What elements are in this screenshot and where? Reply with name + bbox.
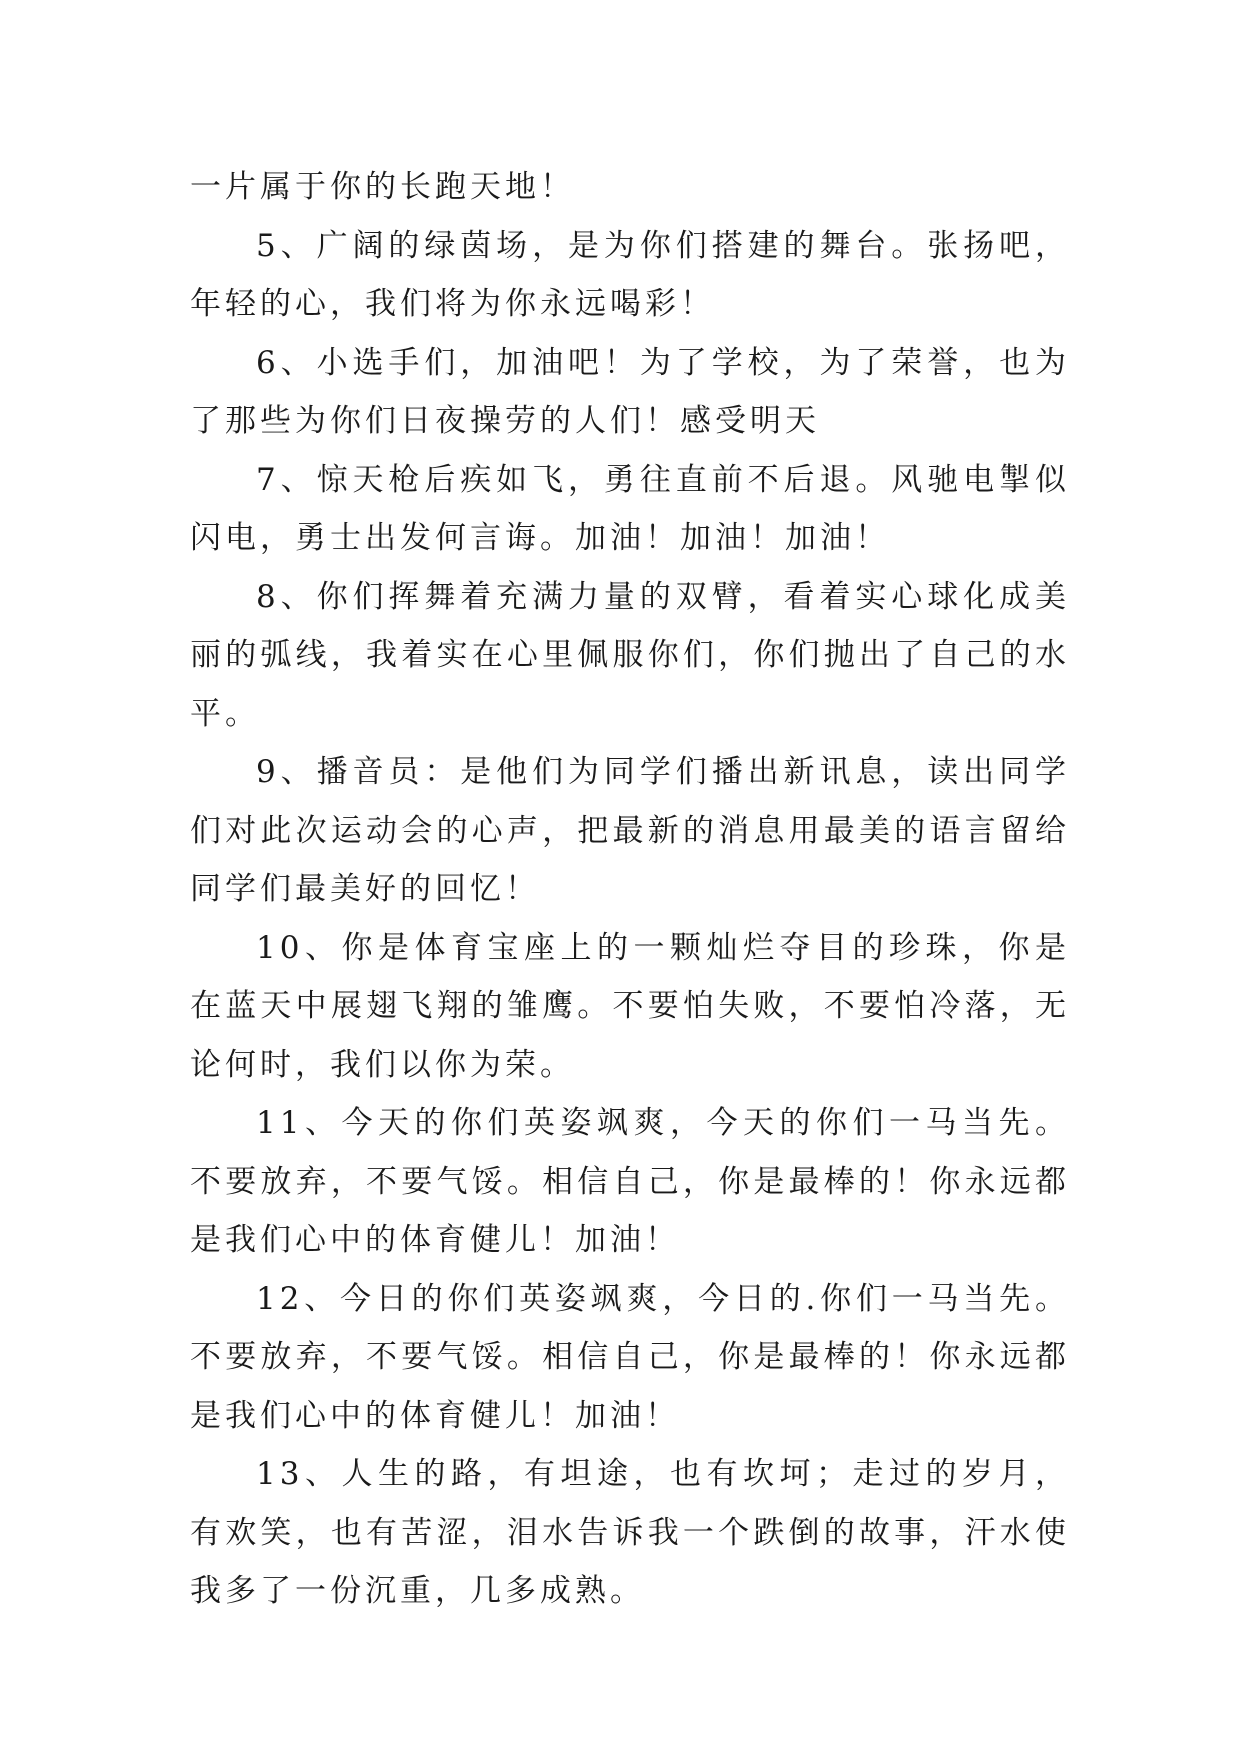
paragraph-item-13: 13、人生的路，有坦途，也有坎坷；走过的岁月，有欢笑，也有苦涩，泪水告诉我一个跌倒的故事，汗水使我多了一份沉重，几多成熟。	[190, 1456, 1070, 1609]
paragraph-item-6: 6、小选手们，加油吧！为了学校，为了荣誉，也为了那些为你们日夜操劳的人们！感受明天	[190, 344, 1070, 439]
paragraph-continuation: 一片属于你的长跑天地！	[190, 169, 575, 205]
paragraph-item-11: 11、今天的你们英姿飒爽，今天的你们一马当先。不要放弃，不要气馁。相信自己，你是最棒的！你永远都是我们心中的体育健儿！加油！	[190, 1105, 1070, 1258]
paragraph-item-7: 7、惊天枪后疾如飞，勇往直前不后退。风驰电掣似闪电，勇士出发何言诲。加油！加油！加油！	[190, 461, 1070, 556]
document-body	[190, 158, 1070, 1621]
paragraph-item-5: 5、广阔的绿茵场，是为你们搭建的舞台。张扬吧，年轻的心，我们将为你永远喝彩！	[190, 227, 1070, 322]
paragraph-item-9: 9、播音员：是他们为同学们播出新讯息，读出同学们对此次运动会的心声，把最新的消息用最美的语言留给同学们最美好的回忆！	[190, 754, 1070, 907]
paragraph-item-12: 12、今日的你们英姿飒爽，今日的.你们一马当先。不要放弃，不要气馁。相信自己，你是最棒的！你永远都是我们心中的体育健儿！加油！	[190, 1280, 1070, 1434]
paragraph-item-10: 10、你是体育宝座上的一颗灿烂夺目的珍珠，你是在蓝天中展翅飞翔的雏鹰。不要怕失败，不要怕冷落，无论何时，我们以你为荣。	[190, 929, 1070, 1083]
paragraph-item-8: 8、你们挥舞着充满力量的双臂，看着实心球化成美丽的弧线，我着实在心里佩服你们，你们抛出了自己的水平。	[190, 578, 1070, 732]
